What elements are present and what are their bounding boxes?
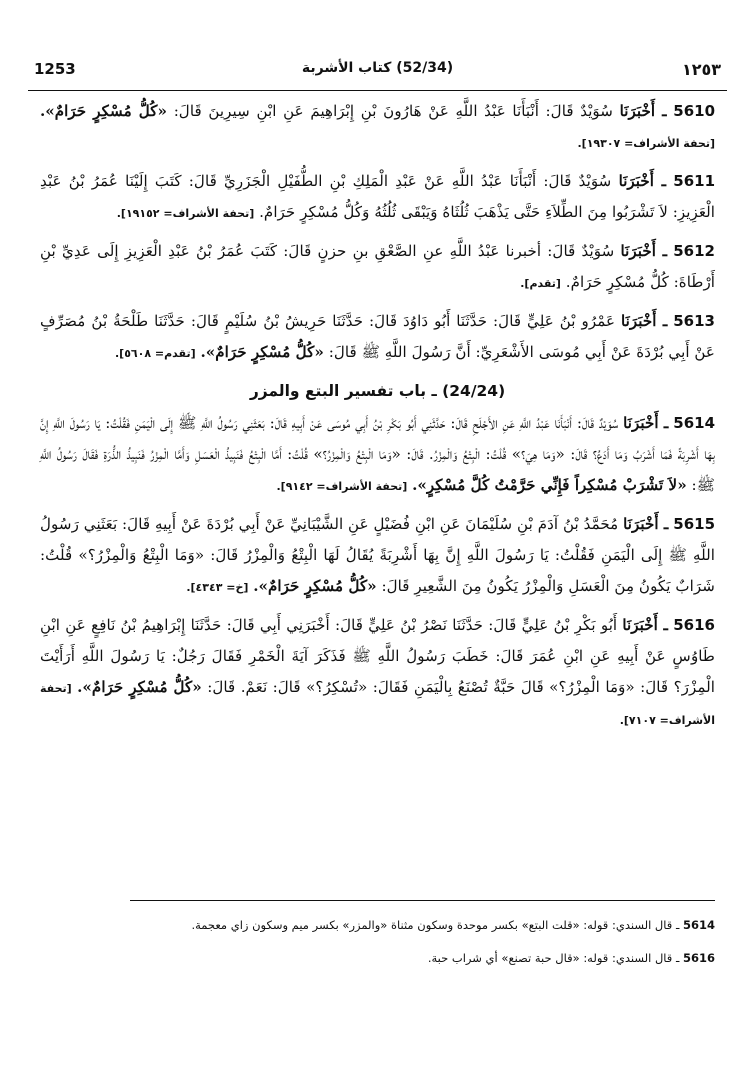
footnote-5616 xyxy=(40,945,715,972)
hadith-lead: أَخْبَرَنَا xyxy=(619,102,656,120)
footnote-text: ـ قال السندي: قوله: «قلت البتع» بكسر موحدة وسكون مثناة «والمزر» بكسر ميم وسكون زاي معجمة. xyxy=(191,918,680,932)
hadith-5613: 5613 ـ أَخْبَرَنَا عَمْرُو بْنُ عَلِيٍّ قَالَ: حَدَّثَنَا أَبُو دَاوُدَ قَالَ: حَدَّثَنَا حَرِيشُ بْنُ سُلَيْمٍ قَالَ: حَدَّثَنَا طَلْحَةُ بْنُ مُصَرِّفٍ عَنْ أَبِي بُرْدَةَ عَنْ أَبِي مُوسَى الأَشْعَرِيِّ: أَنَّ رَسُولَ اللَّهِ ﷺ قَالَ: «كُلُّ مُسْكِرٍ حَرَامٌ». [تقدم= ٥٦٠٨]. xyxy=(40,312,715,361)
hadith-isnad: سُوَيْدٌ قَالَ: أَنْبَأَنَا عَبْدُ اللَّهِ عَنْ عَبْدِ الْمَلِكِ بْنِ الطُّفَيْلِ الْجَزَرِيِّ قَالَ: كَتَبَ إِلَيْنَا عُمَرُ بْنُ عَبْدِ الْعَزِيزِ: لاَ تَشْرَبُوا مِنَ الطِّلاَءِ حَتَّى يَذْهَبَ ثُلُثَاهُ وَيَبْقَى ثُلُثُهُ وَكُلُّ مُسْكِرٍ حَرَامٌ. xyxy=(40,172,715,221)
footnote-text: ـ قال السندي: قوله: «قال حبة تصنع» أي شراب حبة. xyxy=(427,951,680,965)
footnote-divider xyxy=(130,900,715,901)
hadith-isnad: عَمْرُو بْنُ عَلِيٍّ قَالَ: حَدَّثَنَا أَبُو دَاوُدَ قَالَ: حَدَّثَنَا حَرِيشُ بْنُ سُلَيْمٍ قَالَ: حَدَّثَنَا طَلْحَةُ بْنُ مُصَرِّفٍ عَنْ أَبِي بُرْدَةَ عَنْ أَبِي مُوسَى الأَشْعَرِيِّ: أَنَّ رَسُولَ اللَّهِ ﷺ قَالَ: xyxy=(40,312,715,361)
footnote-number: 5614 xyxy=(682,918,715,932)
hadith-reference: [تحفة الأشراف= ٩١٤٢]. xyxy=(276,480,408,493)
hadith-5616: 5616 ـ أَخْبَرَنَا أَبُو بَكْرِ بْنُ عَلِيٍّ قَالَ: حَدَّثَنَا نَصْرُ بْنُ عَلِيٍّ قَالَ: أَخْبَرَنِي أَبِي قَالَ: حَدَّثَنَا إِبْرَاهِيمُ بْنُ نَافِعٍ عَنِ ابْنِ طَاوُسٍ عَنْ أَبِيهِ عَنِ ابْنِ عُمَرَ قَالَ: خَطَبَ رَسُولُ اللَّهِ ﷺ فَذَكَرَ آيَةَ الْخَمْرِ فَقَالَ رَجُلٌ: يَا رَسُولَ اللَّهِ أَرَأَيْتَ الْمِزْرَ؟ قَالَ: «وَمَا الْمِزْرُ؟» قَالَ حَبَّةٌ تُصْنَعُ بِالْيَمَنِ فَقَالَ: «تُسْكِرُ؟» قَالَ: نَعَمْ. قَالَ: «كُلُّ مُسْكِرٍ حَرَامٌ». [تحفة الأشراف= ٧١٠٧]. xyxy=(40,616,716,727)
hadith-text: أَبُو بَكْرِ بْنُ عَلِيٍّ قَالَ: حَدَّثَنَا نَصْرُ بْنُ عَلِيٍّ قَالَ: أَخْبَرَنِي أَبِي قَالَ: حَدَّثَنَا إِبْرَاهِيمُ بْنُ نَافِعٍ عَنِ ابْنِ طَاوُسٍ عَنْ أَبِيهِ عَنِ ابْنِ عُمَرَ قَالَ: خَطَبَ رَسُولُ اللَّهِ ﷺ فَذَكَرَ آيَةَ الْخَمْرِ فَقَالَ رَجُلٌ: يَا رَسُولَ اللَّهِ أَرَأَيْتَ الْمِزْرَ؟ قَالَ: «وَمَا الْمِزْرُ؟» قَالَ حَبَّةٌ تُصْنَعُ بِالْيَمَنِ فَقَالَ: «تُسْكِرُ؟» قَالَ: نَعَمْ. قَالَ: xyxy=(40,616,716,696)
hadith-matn: «كُلُّ مُسْكِرٍ حَرَامٌ». xyxy=(77,678,202,696)
hadith-reference: [تقدم]. xyxy=(520,277,561,290)
hadith-text: سُوَيْدٌ قَالَ: أَنْبَأَنَا عَبْدُ اللَّهِ عَنِ الأَجْلَحِ قَالَ: حَدَّثَنِي أَبُو بَكْرِ بْنُ أَبِي مُوسَى عَنْ أَبِيهِ قَالَ: بَعَثَنِي رَسُولُ اللَّهِ ﷺ إِلَى الْيَمَنِ فَقُلْتُ: يَا رَسُولَ اللَّهِ إِنَّ بِهَا أَشْرِبَةً فَمَا أَشْرَبُ وَمَا أَدَعُ؟ قَالَ: «وَمَا هِيَ؟» قُلْتُ: الْبِتْعُ وَالْمِزْرُ. قَالَ: «وَمَا الْبِتْعُ وَالْمِزْرُ؟» قُلْتُ: أَمَّا الْبِتْعُ فَنَبِيذُ الْعَسَلِ وَأَمَّا الْمِزْرُ فَنَبِيذُ الذُّرَةِ فَقَالَ رَسُولُ اللَّهِ ﷺ: xyxy=(40,414,715,494)
footnote-5614 xyxy=(40,912,715,939)
hadith-lead: أَخْبَرَنَا xyxy=(622,616,658,634)
hadith-lead: أَخْبَرَنَا xyxy=(621,312,657,330)
hadith-isnad: سُوَيْدٌ قَالَ: أخبرنا عَبْدُ اللَّهِ عنِ الصَّعْقِ بنِ حزنٍ قَالَ: كَتَبَ عُمَرُ بْنُ عَبْدِ الْعَزِيزِ إِلَى عَدِيِّ بْنِ أَرْطَاةَ: كُلُّ مُسْكِرٍ حَرَامٌ. xyxy=(40,242,715,291)
hadith-number: 5610 xyxy=(673,102,716,120)
running-header xyxy=(28,50,727,91)
chapter-heading: (24/24) ـ باب تفسير البتع والمزر xyxy=(249,382,506,400)
hadith-reference: [تحفة الأشراف= ١٩٣٠٧]. xyxy=(577,137,715,150)
hadith-reference: [خ= ٤٣٤٣]. xyxy=(186,581,249,594)
hadith-5615: 5615 ـ أَخْبَرَنَا مُحَمَّدُ بْنُ آدَمَ بْنِ سُلَيْمَانَ عَنِ ابْنِ فُضَيْلٍ عَنِ الشَّيْبَانِيِّ عَنْ أَبِي بُرْدَةَ عَنْ أَبِيهِ قَالَ: بَعَثَنِي رَسُولُ اللَّهِ ﷺ إِلَى الْيَمَنِ فَقُلْتُ: يَا رَسُولَ اللَّهِ إِنَّ بِهَا أَشْرِبَةً يُقَالُ لَهَا الْبِتْعُ وَالْمِزْرُ قَالَ: «وَمَا الْبِتْعُ وَالْمِزْرُ؟» قُلْتُ: شَرَابٌ يَكُونُ مِنَ الْعَسَلِ وَالْمِزْرُ يَكُونُ مِنَ الشَّعِيرِ قَالَ: «كُلُّ مُسْكِرٍ حَرَامٌ». [خ= ٤٣٤٣]. xyxy=(40,515,716,595)
hadith-matn: «كُلُّ مُسْكِرٍ حَرَامٌ». xyxy=(40,102,168,120)
footnote-number: 5616 xyxy=(682,951,715,965)
hadith-number: 5613 xyxy=(673,312,715,330)
hadith-number: 5611 xyxy=(673,172,716,190)
hadith-5614: 5614 ـ أَخْبَرَنَا سُوَيْدٌ قَالَ: أَنْبَأَنَا عَبْدُ اللَّهِ عَنِ الأَجْلَحِ قَالَ: حَدَّثَنِي أَبُو بَكْرِ بْنُ أَبِي مُوسَى عَنْ أَبِيهِ قَالَ: بَعَثَنِي رَسُولُ اللَّهِ ﷺ إِلَى الْيَمَنِ فَقُلْتُ: يَا رَسُولَ اللَّهِ إِنَّ بِهَا أَشْرِبَةً فَمَا أَشْرَبُ وَمَا أَدَعُ؟ قَالَ: «وَمَا هِيَ؟» قُلْتُ: الْبِتْعُ وَالْمِزْرُ. قَالَ: «وَمَا الْبِتْعُ وَالْمِزْرُ؟» قُلْتُ: أَمَّا الْبِتْعُ فَنَبِيذُ الْعَسَلِ وَأَمَّا الْمِزْرُ فَنَبِيذُ الذُّرَةِ فَقَالَ رَسُولُ اللَّهِ ﷺ: «لاَ تَشْرَبْ مُسْكِراً فَإِنِّي حَرَّمْتُ كُلَّ مُسْكِرٍ». [تحفة الأشراف= ٩١٤٢]. xyxy=(40,414,716,494)
running-title: (52/34) كتاب الأشربة xyxy=(301,60,454,76)
hadith-number: 5616 xyxy=(673,616,715,634)
hadith-number: 5615 xyxy=(673,515,716,533)
footnotes xyxy=(40,912,715,978)
hadith-lead: أَخْبَرَنَا xyxy=(623,414,659,432)
page-number-arabic: ١٢٥٣ xyxy=(681,60,721,79)
hadith-lead: أَخْبَرَنَا xyxy=(623,515,659,533)
hadith-reference: [تحفة الأشراف= ٧١٠٧]. xyxy=(40,682,715,727)
hadith-5611: 5611 ـ أَخْبَرَنَا سُوَيْدٌ قَالَ: أَنْبَأَنَا عَبْدُ اللَّهِ عَنْ عَبْدِ الْمَلِكِ بْنِ الطُّفَيْلِ الْجَزَرِيِّ قَالَ: كَتَبَ إِلَيْنَا عُمَرُ بْنُ عَبْدِ الْعَزِيزِ: لاَ تَشْرَبُوا مِنَ الطِّلاَءِ حَتَّى يَذْهَبَ ثُلُثَاهُ وَيَبْقَى ثُلُثُهُ وَكُلُّ مُسْكِرٍ حَرَامٌ. [تحفة الأشراف= ١٩١٥٢]. xyxy=(40,172,716,221)
hadith-matn: «كُلُّ مُسْكِرٍ حَرَامٌ». xyxy=(200,343,324,361)
hadith-isnad: سُوَيْدٌ قَالَ: أَنْبَأَنَا عَبْدُ اللَّهِ عَنْ هَارُونَ بْنِ إِبْرَاهِيمَ عَنِ ابْنِ سِيرِينَ قَالَ: xyxy=(173,102,614,120)
hadith-lead: أَخْبَرَنَا xyxy=(620,242,656,260)
hadith-reference: [تقدم= ٥٦٠٨]. xyxy=(115,347,196,360)
hadith-number: 5614 xyxy=(673,414,716,432)
hadith-5610: 5610 ـ أَخْبَرَنَا سُوَيْدٌ قَالَ: أَنْبَأَنَا عَبْدُ اللَّهِ عَنْ هَارُونَ بْنِ إِبْرَاهِيمَ عَنِ ابْنِ سِيرِينَ قَالَ: «كُلُّ مُسْكِرٍ حَرَامٌ». [تحفة الأشراف= ١٩٣٠٧]. xyxy=(40,102,716,150)
page-number-latin: 1253 xyxy=(34,60,76,78)
hadith-matn: «كُلُّ مُسْكِرٍ حَرَامٌ». xyxy=(253,577,377,595)
hadith-text: مُحَمَّدُ بْنُ آدَمَ بْنِ سُلَيْمَانَ عَنِ ابْنِ فُضَيْلٍ عَنِ الشَّيْبَانِيِّ عَنْ أَبِي بُرْدَةَ عَنْ أَبِيهِ قَالَ: بَعَثَنِي رَسُولُ اللَّهِ ﷺ إِلَى الْيَمَنِ فَقُلْتُ: يَا رَسُولَ اللَّهِ إِنَّ بِهَا أَشْرِبَةً يُقَالُ لَهَا الْبِتْعُ وَالْمِزْرُ قَالَ: «وَمَا الْبِتْعُ وَالْمِزْرُ؟» قُلْتُ: شَرَابٌ يَكُونُ مِنَ الْعَسَلِ وَالْمِزْرُ يَكُونُ مِنَ الشَّعِيرِ قَالَ: xyxy=(40,515,715,595)
hadith-reference: [تحفة الأشراف= ١٩١٥٢]. xyxy=(116,207,255,220)
hadith-matn: «لاَ تَشْرَبْ مُسْكِراً فَإِنِّي حَرَّمْتُ كُلَّ مُسْكِرٍ». xyxy=(412,476,687,494)
hadith-number: 5612 xyxy=(673,242,715,260)
hadith-5612: 5612 ـ أَخْبَرَنَا سُوَيْدٌ قَالَ: أخبرنا عَبْدُ اللَّهِ عنِ الصَّعْقِ بنِ حزنٍ قَالَ: كَتَبَ عُمَرُ بْنُ عَبْدِ الْعَزِيزِ إِلَى عَدِيِّ بْنِ أَرْطَاةَ: كُلُّ مُسْكِرٍ حَرَامٌ. [تقدم]. xyxy=(40,242,715,291)
main-text xyxy=(40,96,715,743)
hadith-lead: أَخْبَرَنَا xyxy=(618,172,655,190)
